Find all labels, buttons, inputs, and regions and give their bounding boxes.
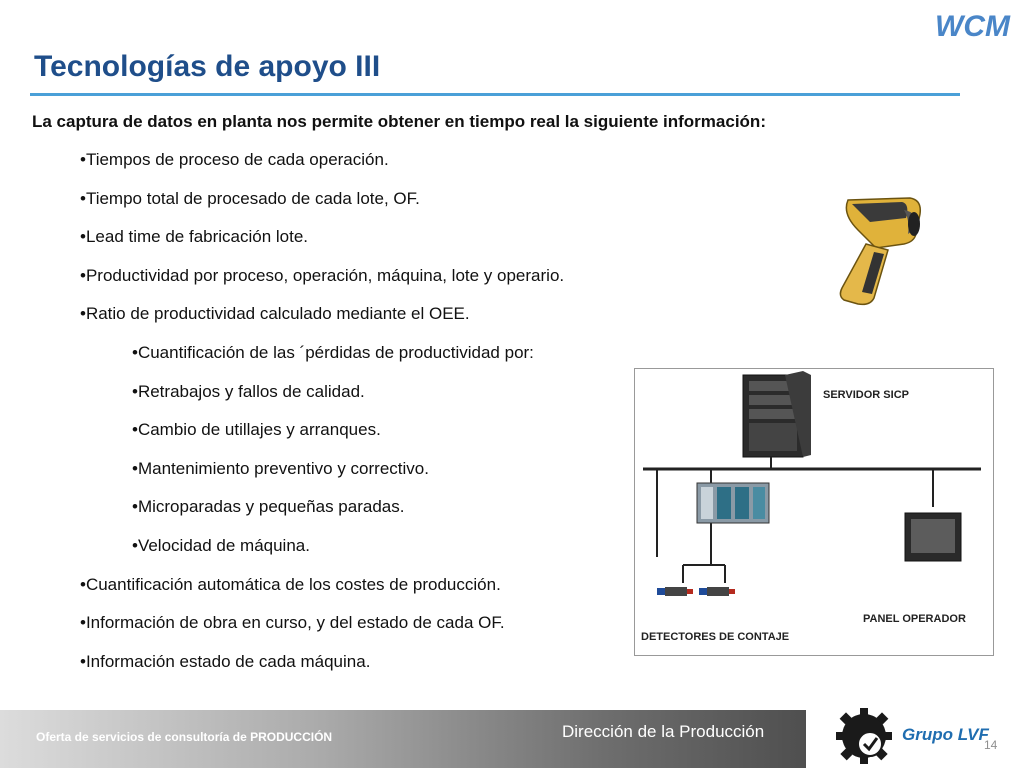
- bullet-item: •Información de obra en curso, y del estado de cada OF.: [80, 613, 505, 633]
- group-name: Grupo LVF: [902, 725, 989, 744]
- operator-panel-icon: [905, 513, 961, 561]
- bullet-item: •Velocidad de máquina.: [132, 536, 310, 555]
- title-divider: [30, 93, 960, 96]
- panel-label: PANEL OPERADOR: [863, 613, 966, 625]
- page-title: Tecnologías de apoyo III: [34, 50, 381, 83]
- network-diagram: [634, 368, 994, 656]
- footer-offer-text: Oferta de servicios de consultoría de PRODUCCIÓN: [36, 730, 333, 744]
- brand-wcm: WCM: [935, 10, 1010, 43]
- bullet-item: •Cuantificación automática de los costes de producción.: [80, 574, 501, 594]
- server-tower-icon: [743, 371, 811, 457]
- bullet-item: •Información estado de cada máquina.: [80, 651, 371, 671]
- bullet-item: •Productividad por proceso, operación, máquina, lote y operario.: [80, 265, 565, 285]
- detectors-label: DETECTORES DE CONTAJE: [641, 631, 790, 643]
- bullet-item: •Cuantificación de las ´pérdidas de productividad por:: [132, 343, 534, 362]
- bullet-item: •Ratio de productividad calculado mediante el OEE.: [80, 304, 470, 324]
- page-number: 14: [984, 738, 998, 752]
- footer-direction-text: Dirección de la Producción: [562, 722, 765, 741]
- bullet-item: •Lead time de fabricación lote.: [80, 227, 309, 247]
- gear-check-icon: [834, 706, 894, 766]
- bullet-item: •Tiempos de proceso de cada operación.: [80, 150, 389, 169]
- bullet-item: •Retrabajos y fallos de calidad.: [132, 381, 365, 401]
- bullet-item: •Cambio de utillajes y arranques.: [132, 420, 381, 440]
- intro-text: La captura de datos en planta nos permite obtener en tiempo real la siguiente información:: [32, 112, 766, 131]
- barcode-scanner-icon: [818, 190, 928, 310]
- proximity-sensor-icon: [657, 587, 735, 596]
- bullet-item: •Mantenimiento preventivo y correctivo.: [132, 458, 429, 478]
- bullet-item: •Tiempo total de procesado de cada lote, OF.: [80, 188, 420, 208]
- server-label: SERVIDOR SICP: [823, 389, 909, 401]
- bullet-item: •Microparadas y pequeñas paradas.: [132, 497, 405, 517]
- plc-rack-icon: [697, 483, 769, 523]
